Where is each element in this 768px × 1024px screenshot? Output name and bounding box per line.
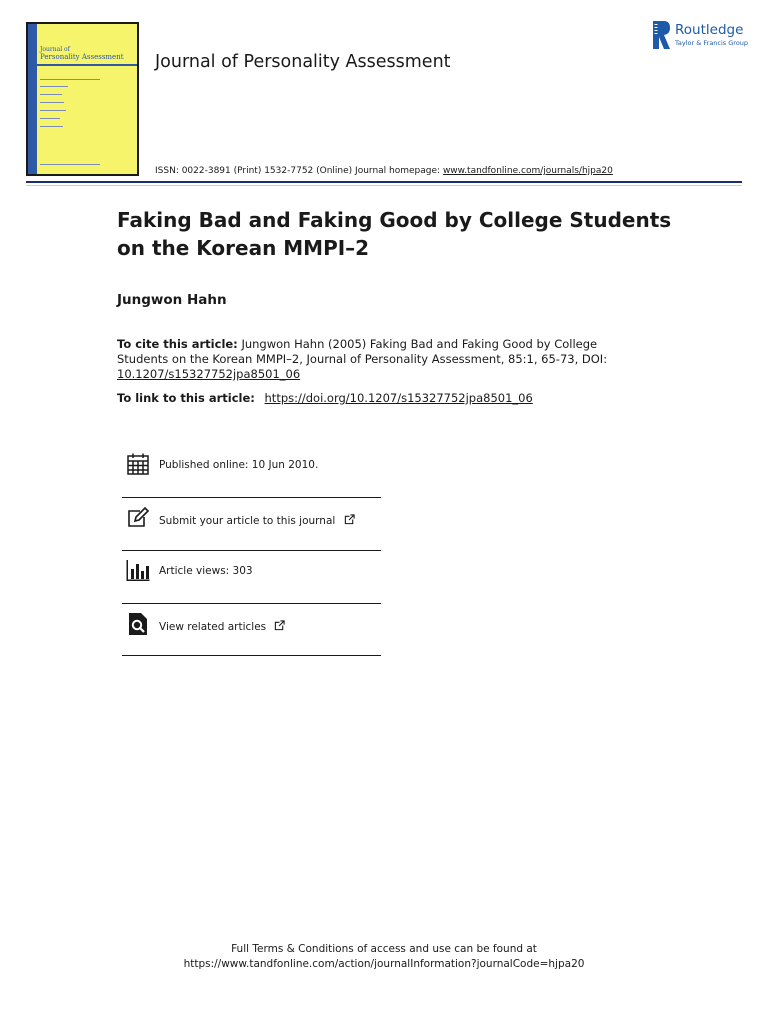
info-divider	[122, 497, 381, 498]
publisher-name: Routledge	[675, 22, 744, 38]
related-label: View related articles	[159, 621, 267, 633]
footer-terms-url[interactable]: https://www.tandfonline.com/action/journalInformation?journalCode=hjpa20	[183, 958, 585, 970]
journal-title: Journal of Personality Assessment	[155, 52, 451, 72]
published-date: Published online: 10 Jun 2010.	[159, 459, 319, 471]
issn-line	[155, 166, 613, 176]
footer-terms-text: Full Terms & Conditions of access and use can be found at	[231, 943, 537, 955]
edit-icon	[126, 506, 150, 530]
publisher-group: Taylor & Francis Group	[675, 39, 749, 47]
published-row	[122, 452, 380, 480]
article-doi-link[interactable]: https://doi.org/10.1207/s15327752jpa8501_06	[264, 391, 533, 405]
cover-band	[37, 64, 137, 66]
issn-text: ISSN: 0022-3891 (Print) 1532-7752 (Online) Journal homepage:	[155, 166, 441, 176]
info-divider	[122, 603, 381, 604]
cover-big-title: Personality Assessment	[40, 53, 124, 61]
external-link-icon	[274, 620, 285, 631]
routledge-logo	[653, 21, 748, 51]
journal-cover-thumbnail	[26, 22, 139, 176]
views-row	[122, 559, 380, 585]
cite-doi-link[interactable]: 10.1207/s15327752jpa8501_06	[117, 367, 301, 381]
cite-label: To cite this article:	[117, 337, 238, 351]
cite-text: Jungwon Hahn (2005) Faking Bad and Faking Good by College Students on the Korean MMPI–2, Journal of Personality Assessment, 85:1, 65-73, DOI:	[117, 337, 608, 366]
cover-small-title: Journal of	[40, 46, 70, 53]
submit-article-link[interactable]	[159, 514, 355, 527]
external-link-icon	[344, 514, 355, 525]
header-rule-thin	[26, 185, 742, 186]
link-label: To link to this article:	[117, 391, 255, 405]
document-search-icon	[126, 612, 150, 636]
info-divider	[122, 655, 381, 656]
bar-chart-icon	[126, 559, 150, 583]
submit-row[interactable]	[122, 506, 380, 534]
info-divider	[122, 550, 381, 551]
article-author: Jungwon Hahn	[117, 292, 227, 308]
article-views: Article views: 303	[159, 565, 253, 577]
footer	[0, 942, 768, 972]
view-related-link[interactable]	[159, 620, 285, 633]
submit-label: Submit your article to this journal	[159, 515, 336, 527]
routledge-r-icon	[653, 21, 671, 49]
related-row[interactable]	[122, 612, 380, 640]
header-rule	[26, 181, 742, 183]
citation-block	[117, 337, 637, 382]
link-to-article	[117, 391, 533, 405]
cover-spine	[28, 24, 37, 174]
calendar-icon	[126, 452, 150, 476]
journal-homepage-link[interactable]: www.tandfonline.com/journals/hjpa20	[442, 166, 613, 176]
article-title: Faking Bad and Faking Good by College Students on the Korean MMPI–2	[117, 208, 672, 260]
